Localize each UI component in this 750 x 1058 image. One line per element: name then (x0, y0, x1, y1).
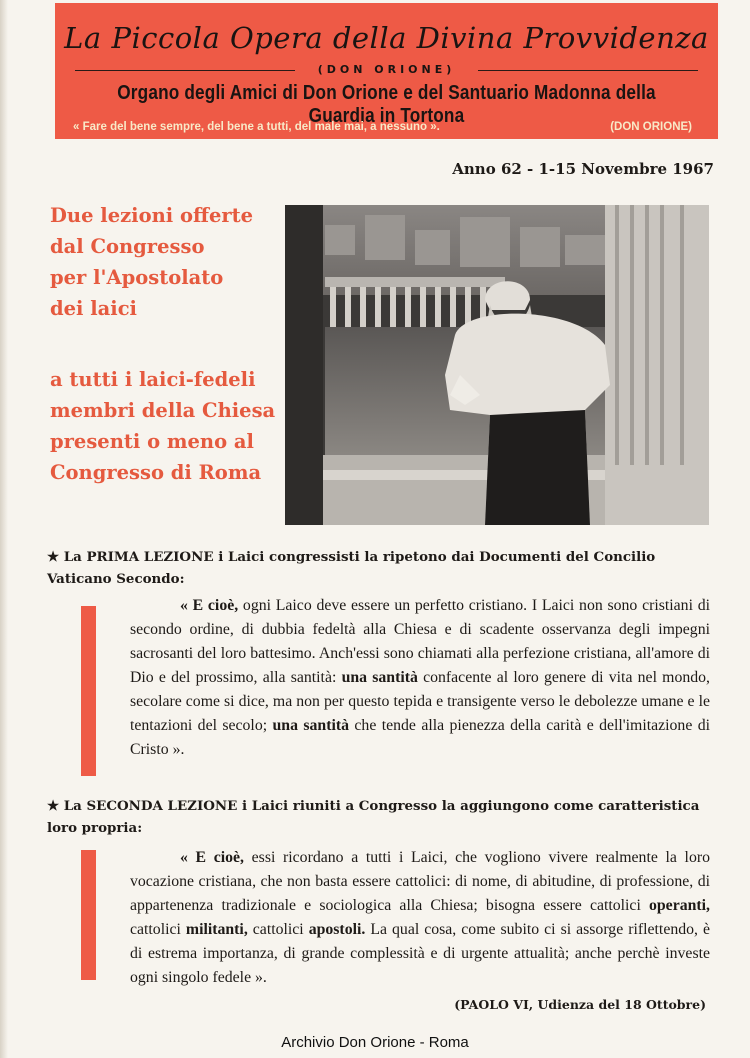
quote-emphasis: militanti, (185, 921, 248, 938)
masthead-title: La Piccola Opera della Divina Provvidenza (64, 21, 709, 55)
headline-line: dei laici (50, 297, 137, 320)
star-icon: ★ (47, 798, 60, 814)
headline-addressee-line: a tutti i laici-fedeli (50, 368, 256, 391)
star-icon: ★ (47, 549, 60, 565)
headline-addressee-line: Congresso di Roma (50, 461, 262, 484)
masthead-organ: Organo degli Amici di Don Orione e del Santuario Madonna della Guardia in Tortona (117, 82, 656, 127)
masthead-subtitle-row (75, 63, 698, 77)
page-edge-shadow (0, 0, 8, 1058)
headline (50, 200, 280, 488)
second-lesson-label-text: La SECONDA LEZIONE i Laici riuniti a Congresso la aggiungono come caratteristica loro propria: (47, 798, 700, 836)
headline-line: Due lezioni offerte (50, 204, 254, 227)
photo-pope-at-window (285, 205, 709, 525)
quote-text: cattolici (247, 921, 309, 938)
attribution: (PAOLO VI, Udienza del 18 Ottobre) (454, 997, 706, 1012)
quote-emphasis: una santità (341, 669, 418, 686)
first-lesson-label-text: La PRIMA LEZIONE i Laici congressisti la ripetono dai Documenti del Concilio Vaticano Secondo: (47, 549, 656, 587)
masthead-subtitle: (DON ORIONE) (317, 63, 456, 76)
first-lesson-quote (130, 594, 710, 762)
quote-text: confacente al loro genere di vita nel mondo, secolare come si dice, ma non per questo tepida e transigente verso le debolezze umane e le tentazioni del secolo; (130, 669, 710, 734)
headline-line: per l'Apostolato (50, 266, 224, 289)
headline-line: dal Congresso (50, 235, 205, 258)
quote-opening: « E cioè, (180, 849, 245, 866)
quote-emphasis: operanti, (649, 897, 710, 914)
photo-illustration (285, 205, 709, 525)
quote-text: essi ricordano a tutti i Laici, che vogliono vivere realmente la loro vocazione cristiana, che non basta essere cattolici: di nome, di abitudine, di professione, di appartenenza tradizionale e sociologica alla Chiesa; bisogna essere cattolici (130, 849, 711, 914)
quote-text: ogni Laico deve essere un perfetto cristiano. I Laici non sono cristiani di secondo ordine, di dubbia fedeltà alla Chiesa e di scadente osservanza degli impegni sacrosanti del loro battesimo. Anch'essi sono chiamati alla perfezione cristiana, all'amore di Dio e del prossimo, alla santità: (130, 597, 710, 686)
masthead (55, 3, 718, 139)
quote-emphasis: apostoli. (308, 921, 366, 938)
quote-text: La qual cosa, come subito ci si assorge riflettendo, è di estrema importanza, di grande complessità e di urgente attualità; anche perchè investe ogni singolo fedele ». (130, 921, 711, 986)
quote-text: cattolici (130, 921, 186, 938)
second-lesson-quote (130, 846, 710, 990)
masthead-motto: « Fare del bene sempre, del bene a tutti, del male mai, a nessuno ». (73, 121, 440, 133)
masthead-motto-author: (DON ORIONE) (610, 121, 692, 133)
first-quote-bar (81, 606, 96, 776)
quote-opening: « E cioè, (180, 597, 239, 614)
quote-emphasis: una santità (272, 717, 350, 734)
second-quote-bar (81, 850, 96, 980)
archive-label: Archivio Don Orione - Roma (281, 1034, 469, 1051)
headline-addressee-line: presenti o meno al (50, 430, 254, 453)
headline-addressee-line: membri della Chiesa (50, 399, 276, 422)
quote-text: che tende alla pienezza della carità e dell'imitazione di Cristo ». (130, 717, 711, 758)
second-lesson-label (47, 795, 717, 839)
masthead-rule-right (478, 70, 698, 71)
first-lesson-label (47, 546, 717, 590)
issue-date: Anno 62 - 1-15 Novembre 1967 (452, 160, 714, 178)
